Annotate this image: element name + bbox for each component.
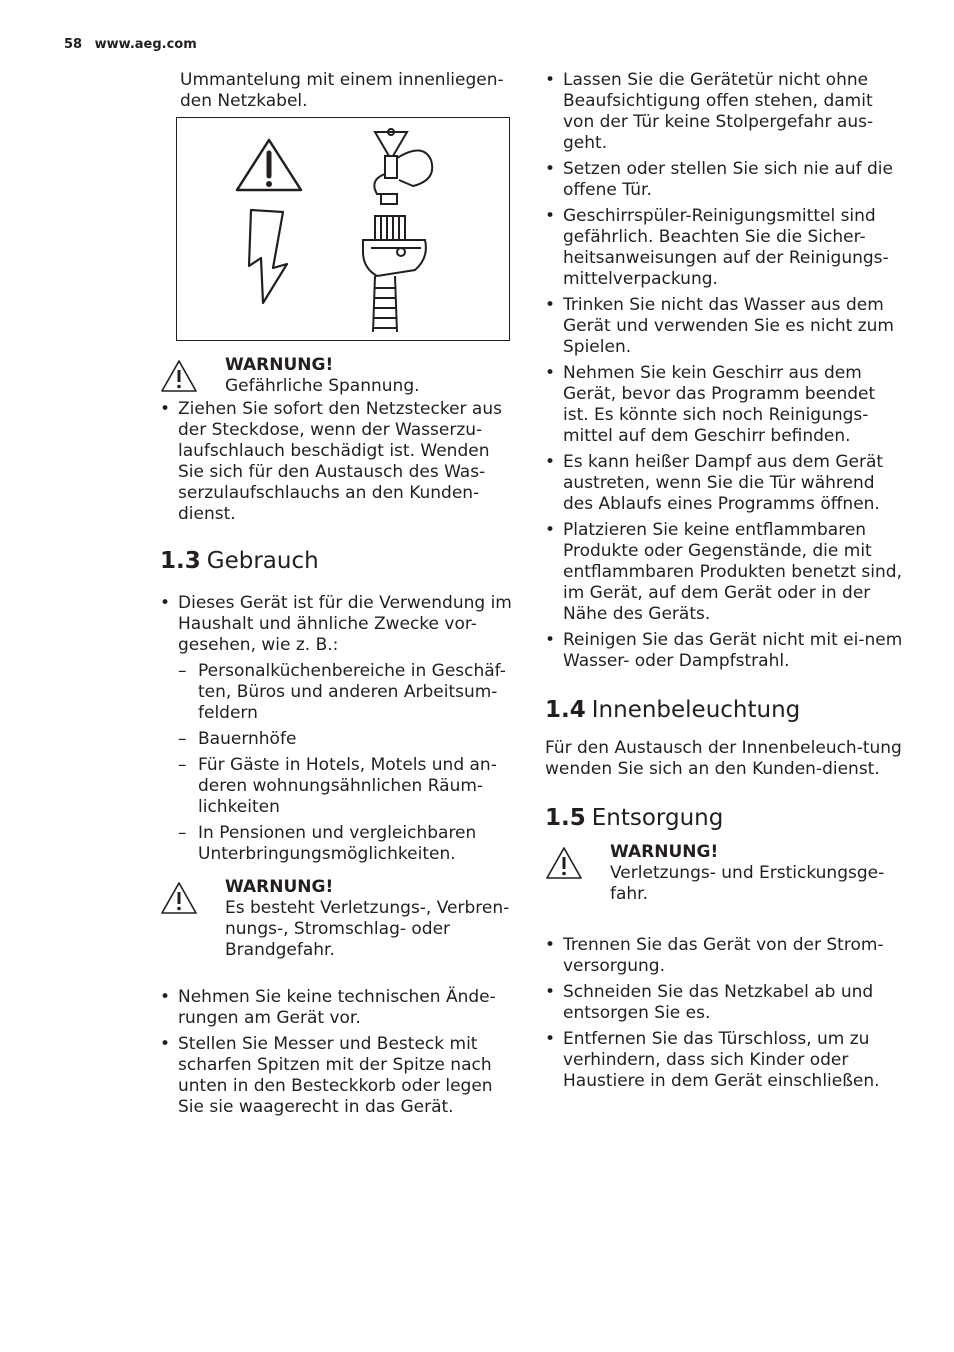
continued-text: Ummantelung mit einem innenliegen-den Netzkabel. bbox=[180, 70, 504, 111]
hose-safety-figure bbox=[176, 117, 510, 341]
list-item: • Nehmen Sie keine technischen Ände-rungen am Gerät vor. bbox=[160, 987, 520, 1029]
list-item: • Nehmen Sie kein Geschirr aus dem Gerät, bevor das Programm beendet ist. Es könnte sich noch Reinigungs-mittel auf dem Geschirr befinden. bbox=[545, 363, 905, 447]
section-title: Innenbeleuchtung bbox=[591, 697, 801, 723]
warning-text: Gefährliche Spannung. bbox=[225, 376, 420, 396]
dash-item: – In Pensionen und vergleichbaren Unterbringungsmöglichkeiten. bbox=[178, 823, 520, 865]
warning-text: Verletzungs- und Erstickungsge-fahr. bbox=[610, 863, 885, 904]
list-item: • Lassen Sie die Gerätetür nicht ohne Beaufsichtigung offen stehen, damit von der Tür keine Stolpergefahr aus-geht. bbox=[545, 70, 905, 154]
bullet-list-safety bbox=[545, 70, 905, 672]
section-title: Gebrauch bbox=[206, 548, 319, 574]
list-item: • Geschirrspüler-Reinigungsmittel sind gefährlich. Beachten Sie die Sicher-heitsanweisungen auf der Reinigungs-mittelverpackung. bbox=[545, 206, 905, 290]
list-item bbox=[160, 593, 520, 865]
warning-title: WARNUNG! bbox=[225, 355, 334, 375]
list-item: • Ziehen Sie sofort den Netzstecker aus der Steckdose, wenn der Wasserzu-laufschlauch beschädigt ist. Wenden Sie sich für den Austausch des Was-serzulaufschlauchs an den Kunden-dienst. bbox=[160, 399, 520, 525]
section-heading-1-4 bbox=[545, 696, 905, 724]
lightning-bolt-icon bbox=[249, 210, 287, 303]
dash-item: – Für Gäste in Hotels, Motels und an-deren wohnungsähnlichen Räum-lichkeiten bbox=[178, 755, 520, 818]
warning-triangle-icon bbox=[545, 846, 583, 880]
section-heading-1-3 bbox=[160, 547, 520, 575]
website-link[interactable]: www.aeg.com bbox=[94, 37, 197, 52]
section-heading-1-5 bbox=[545, 804, 905, 832]
list-item-text: Dieses Gerät ist für die Verwendung im Haushalt und ähnliche Zwecke vor-gesehen, wie z. B.: bbox=[178, 593, 512, 655]
hose-illustration bbox=[177, 118, 509, 340]
left-column bbox=[160, 70, 520, 1123]
paragraph-lighting: Für den Austausch der Innenbeleuch-tung wenden Sie sich an den Kunden-dienst. bbox=[545, 738, 902, 779]
right-column bbox=[545, 70, 905, 1097]
list-item: • Trennen Sie das Gerät von der Strom-versorgung. bbox=[545, 935, 905, 977]
list-item: • Es kann heißer Dampf aus dem Gerät austreten, wenn Sie die Tür während des Ablaufs eines Programms öffnen. bbox=[545, 452, 905, 515]
list-item: • Schneiden Sie das Netzkabel ab und entsorgen Sie es. bbox=[545, 982, 905, 1024]
list-item: • Platzieren Sie keine entflammbaren Produkte oder Gegenstände, die mit entflammbaren Produkten benetzt sind, im Gerät, auf dem Gerät oder in der Nähe des Geräts. bbox=[545, 520, 905, 625]
warning-triangle-icon bbox=[160, 881, 198, 915]
dash-item: – Bauernhöfe bbox=[178, 729, 520, 750]
list-item: • Entfernen Sie das Türschloss, um zu verhindern, dass sich Kinder oder Haustiere in dem Gerät einschließen. bbox=[545, 1029, 905, 1092]
warning-triangle-icon bbox=[160, 359, 198, 393]
list-item: • Reinigen Sie das Gerät nicht mit ei-nem Wasser- oder Dampfstrahl. bbox=[545, 630, 905, 672]
warning-title: WARNUNG! bbox=[610, 842, 719, 862]
section-title: Entsorgung bbox=[591, 805, 724, 831]
section-number: 1.4 bbox=[545, 697, 586, 723]
bullet-list-misc bbox=[160, 987, 520, 1118]
dash-item: – Personalküchenbereiche in Geschäf-ten, Büros und anderen Arbeitsum-feldern bbox=[178, 661, 520, 724]
warning-title: WARNUNG! bbox=[225, 877, 334, 897]
bullet-list-usage bbox=[160, 593, 520, 865]
bullet-list-disposal bbox=[545, 935, 905, 1092]
warning-text: Es besteht Verletzungs-, Verbren-nungs-, Stromschlag- oder Brandgefahr. bbox=[225, 898, 510, 960]
dash-list bbox=[178, 661, 520, 865]
list-item: • Stellen Sie Messer und Besteck mit scharfen Spitzen mit der Spitze nach unten in den Besteckkorb oder legen Sie sie waagerecht in das Gerät. bbox=[160, 1034, 520, 1118]
page-header bbox=[64, 37, 197, 52]
water-tap-icon bbox=[374, 129, 432, 204]
hose-connector-icon bbox=[363, 216, 426, 332]
list-item: • Setzen oder stellen Sie sich nie auf die offene Tür. bbox=[545, 159, 905, 201]
section-number: 1.5 bbox=[545, 805, 586, 831]
section-number: 1.3 bbox=[160, 548, 201, 574]
list-item: • Trinken Sie nicht das Wasser aus dem Gerät und verwenden Sie es nicht zum Spielen. bbox=[545, 295, 905, 358]
page-number: 58 bbox=[64, 37, 83, 52]
warning-block-voltage bbox=[160, 355, 520, 397]
bullet-list-hose bbox=[160, 399, 520, 525]
warning-block-suffocation bbox=[545, 842, 905, 905]
warning-triangle-icon bbox=[237, 140, 301, 190]
warning-block-injury bbox=[160, 877, 520, 961]
